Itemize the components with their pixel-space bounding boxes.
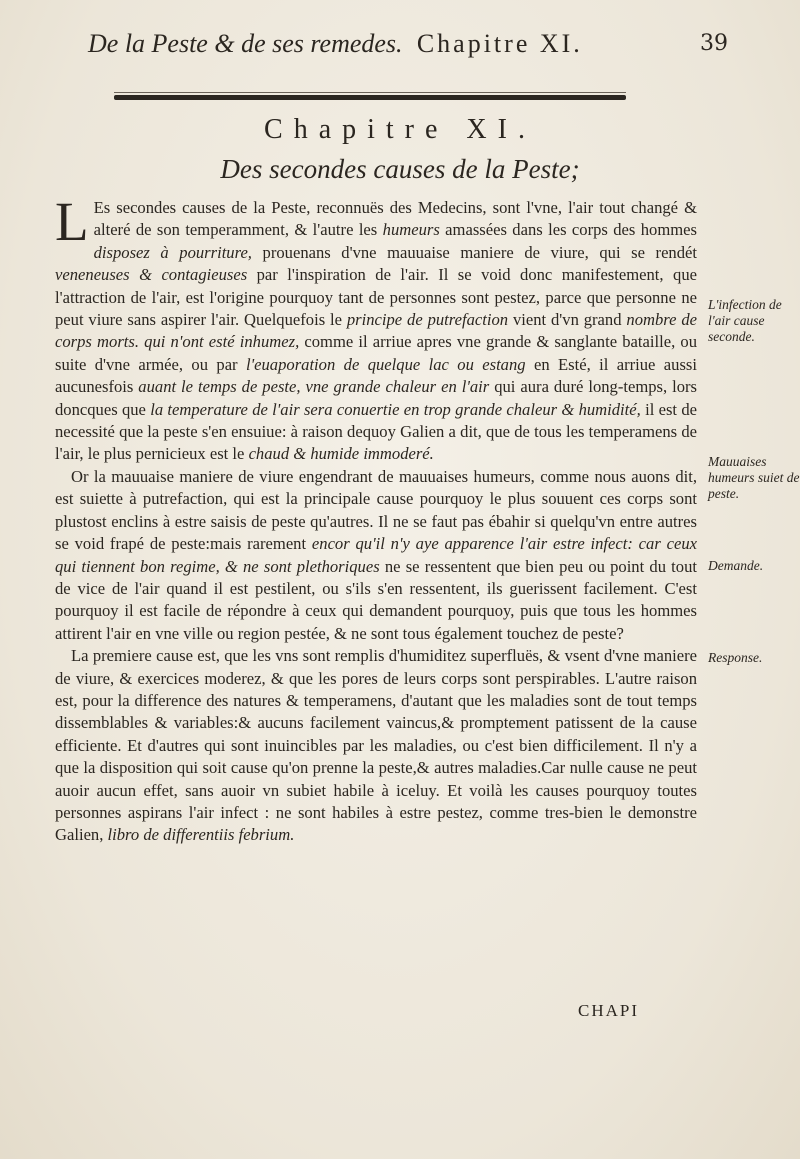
chapter-title: Des secondes causes de la Peste; <box>220 154 580 184</box>
italic-phrase: auant le temps de peste, vne grande chaleur en l'air <box>138 377 490 397</box>
text-run: Or la mauuaise maniere de viure engendrant de mauuaises humeurs, comme nous auons dit, est suiette à putrefaction, qui est la principale cause pourquoy le plus souuent ces corps sont plustost enclins à estre saisis de peste qu'autres. Il ne se faut pas ébahir si quelqu'vn entre autres se void frapé de peste:mais rarement <box>55 466 697 554</box>
text-run: qui aura duré long-temps, lors doncques que <box>55 377 697 419</box>
margin-note-response: Response. <box>708 650 763 665</box>
text-run: amassées dans les corps des hommes <box>439 220 697 240</box>
running-head <box>88 24 728 64</box>
italic-phrase: libro de differentiis febrium. <box>107 825 295 845</box>
paragraph-3 <box>55 645 697 847</box>
page-number: 39 <box>700 31 728 56</box>
margin-note-humeurs: Mauuaises humeurs suiet de peste. <box>708 454 800 501</box>
text-run: La premiere cause est, que les vns sont remplis d'humiditez superfluës, & vsent d'vne maniere de viure, & exercices moderez, & que les pores de leurs corps sont perspirables. L'autre raison est, pour la difference des natures & temperamens, d'autant que les maladies sont de tout temps dissemblables & variables:& aucuns facilement vaincus,& promptement patissent de la cause efficiente. Et d'autres qui sont inuincibles par les maladies, ou c'est bien difficilement. Il n'y a que la disposition qui soit cause qu'on prenne la peste,& autres maladies.Car nulle cause ne peut auoir aucun effet, sans auoir vn subiet habile à iceluy. Et voilà les causes pourquoy toutes personnes aspirans l'air infect : ne sont habiles à estre pestez, comme tres-bien le demonstre Galien, <box>55 646 697 845</box>
chapter-heading: Chapitre XI. <box>264 114 536 145</box>
running-title: De la Peste & de ses remedes. <box>88 29 403 58</box>
catchword: CHAPI <box>578 1001 640 1020</box>
header-rule <box>114 95 626 100</box>
italic-phrase: l'euaporation de quelque lac ou estang <box>245 354 526 374</box>
italic-phrase: humeurs <box>382 220 440 240</box>
text-run: vient d'vn grand <box>508 310 627 330</box>
text-run: en Esté, il arriue aussi aucunesfois <box>55 354 697 397</box>
text-run: par l'inspiration de l'air. Il se void donc manifestement, que l'attraction de l'air, est l'origine pourquoy tant de personnes sont pestez, parce que personne ne peut viure sans aspirer l'air. Quelquefois le <box>55 265 697 330</box>
italic-phrase: principe de putrefaction <box>346 310 509 330</box>
body-text <box>55 191 698 847</box>
header-rule-thin <box>114 92 626 93</box>
paragraph-1 <box>55 191 697 466</box>
paragraph-2-text <box>55 467 697 643</box>
text-run: Es secondes causes de la Peste, reconnuës des Medecins, sont l'vne, l'air tout changé & alteré de son temperamment, & l'autre les <box>93 198 697 240</box>
text-run: ne se ressentent que bien peu ou point du tout de vice de l'air quand il est pestilent, ou s'ils s'en ressentent, ils guerissent facilement. C'est pourquoy il est facile de répondre à ceux qui demandent pourquoy, puis que tous les hommes attirent l'air en vne ville ou region pestée, & ne sont tous également touchez de peste? <box>55 556 697 643</box>
italic-phrase: encor qu'il n'y aye apparence l'air estre infect: car ceux qui tiennent bon regime, & ne sont plethoriques <box>55 534 698 576</box>
italic-phrase: nombre de corps morts. qui n'ont esté inhumez, <box>55 310 697 352</box>
running-chapter-label: Chapitre XI. <box>416 29 583 58</box>
paragraph-3-text <box>55 646 697 844</box>
margin-note-infection: L'infection de l'air cause seconde. <box>708 297 782 344</box>
paragraph-2 <box>55 466 697 645</box>
italic-phrase: veneneuses & contagieuses <box>55 265 248 285</box>
italic-phrase: disposez à pourriture, <box>93 242 252 262</box>
drop-cap: L <box>55 191 89 252</box>
italic-phrase: la temperature de l'air sera conuertie en trop grande chaleur & humidité, <box>150 399 641 419</box>
italic-phrase: chaud & humide immoderé. <box>248 444 434 464</box>
text-run: prouenans d'vne mauuaise maniere de viure, qui se rendét <box>251 242 697 262</box>
text-run: il est de necessité que la peste s'en ensuiue: à raison dequoy Galien a dit, que de tous les temperamens de l'air, le plus pernicieux est le <box>55 399 697 464</box>
paragraph-1-text <box>55 191 697 464</box>
margin-note-demande: Demande. <box>708 558 764 573</box>
text-run: comme il arriue apres vne grande & sanglante bataille, ou suite d'vne armée, ou par <box>55 332 697 374</box>
